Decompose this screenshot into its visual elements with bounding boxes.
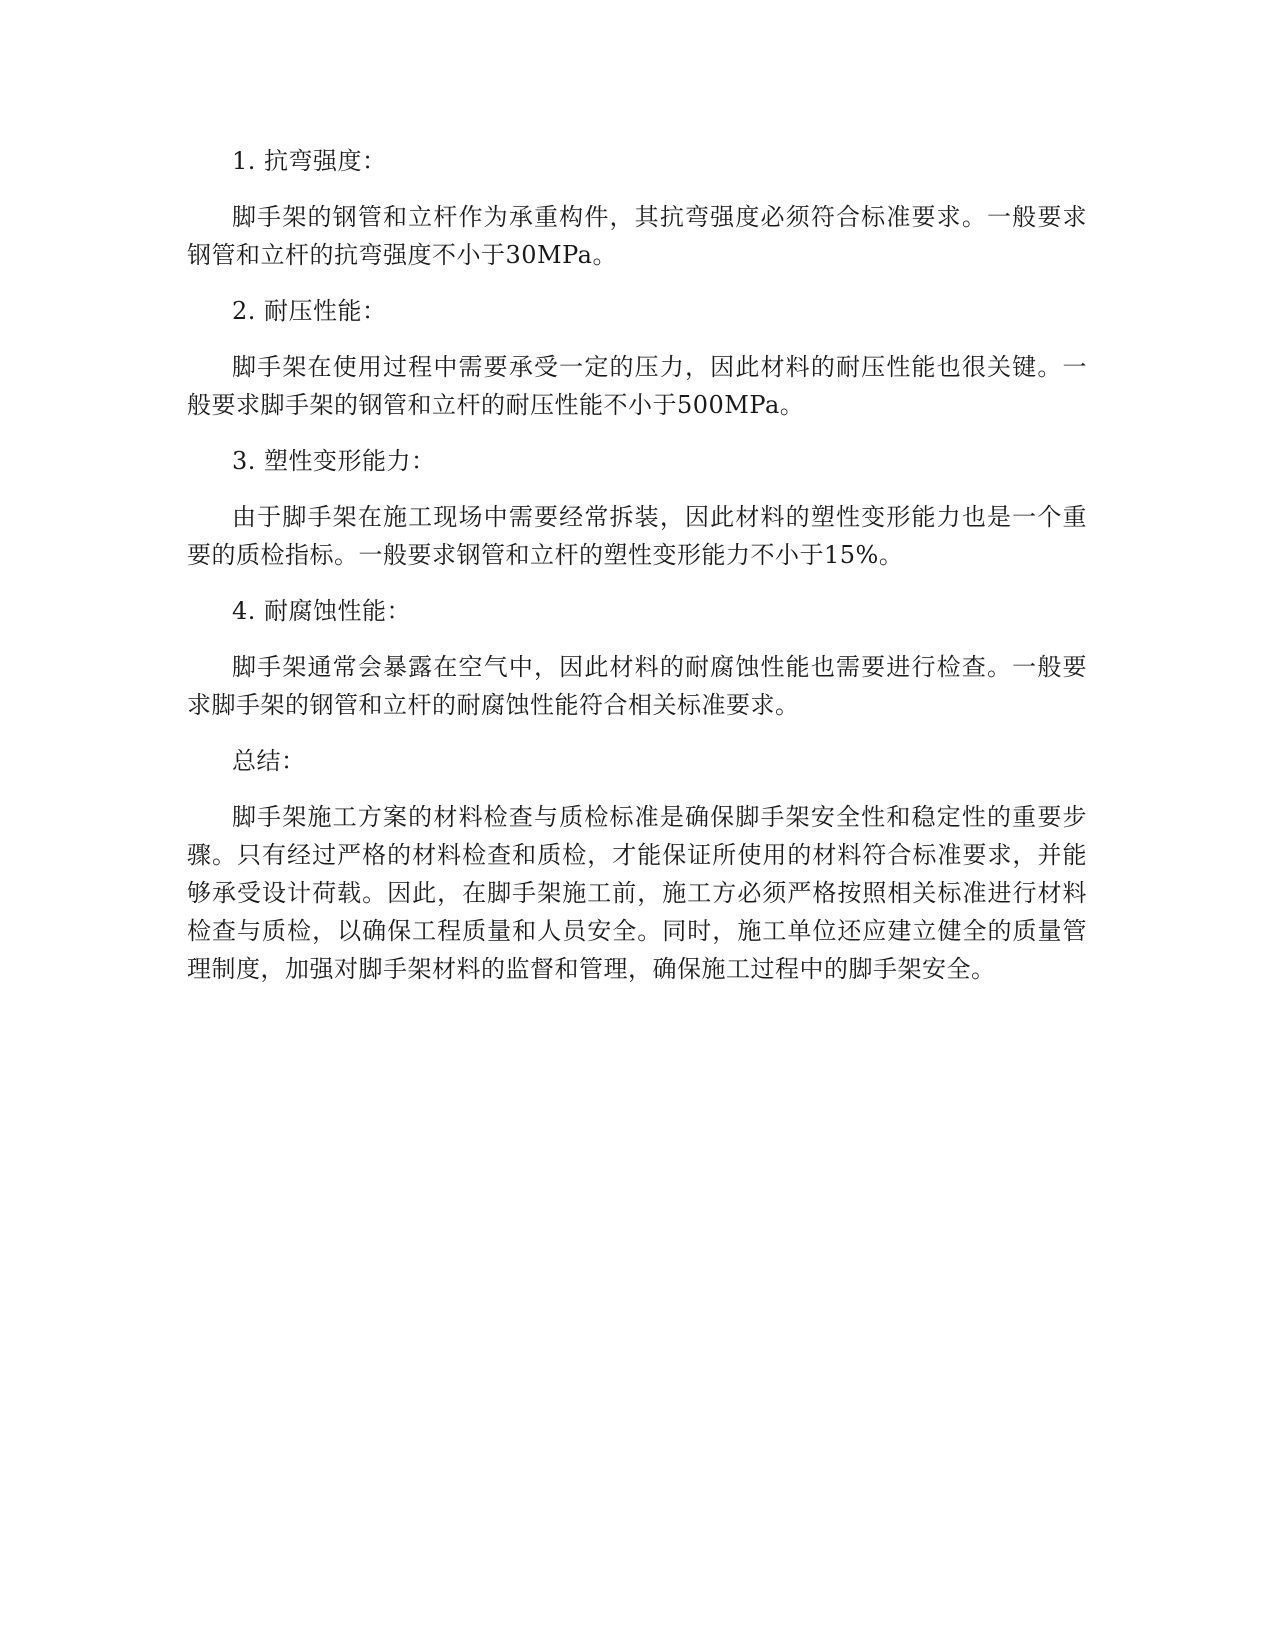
document-body	[187, 142, 1087, 1006]
section-body-plastic-deformation: 由于脚手架在施工现场中需要经常拆装，因此材料的塑性变形能力也是一个重要的质检指标。一般要求钢管和立杆的塑性变形能力不小于15%。	[187, 503, 1087, 569]
section-heading-plastic-deformation: 3. 塑性变形能力：	[232, 447, 436, 475]
section-heading-corrosion: 4. 耐腐蚀性能：	[232, 597, 412, 625]
summary-heading: 总结：	[232, 747, 306, 775]
summary-body: 脚手架施工方案的材料检查与质检标准是确保脚手架安全性和稳定性的重要步骤。只有经过严格的材料检查和质检，才能保证所使用的材料符合标准要求，并能够承受设计荷载。因此，在脚手架施工前，施工方必须严格按照相关标准进行材料检查与质检，以确保工程质量和人员安全。同时，施工单位还应建立健全的质量管理制度，加强对脚手架材料的监督和管理，确保施工过程中的脚手架安全。	[187, 803, 1087, 983]
section-heading-bending-strength: 1. 抗弯强度：	[232, 147, 387, 175]
section-heading-compression: 2. 耐压性能：	[232, 297, 387, 325]
section-body-bending-strength: 脚手架的钢管和立杆作为承重构件，其抗弯强度必须符合标准要求。一般要求钢管和立杆的抗弯强度不小于30MPa。	[187, 203, 1087, 269]
section-body-corrosion: 脚手架通常会暴露在空气中，因此材料的耐腐蚀性能也需要进行检查。一般要求脚手架的钢管和立杆的耐腐蚀性能符合相关标准要求。	[187, 653, 1087, 719]
section-body-compression: 脚手架在使用过程中需要承受一定的压力，因此材料的耐压性能也很关键。一般要求脚手架的钢管和立杆的耐压性能不小于500MPa。	[187, 353, 1087, 419]
